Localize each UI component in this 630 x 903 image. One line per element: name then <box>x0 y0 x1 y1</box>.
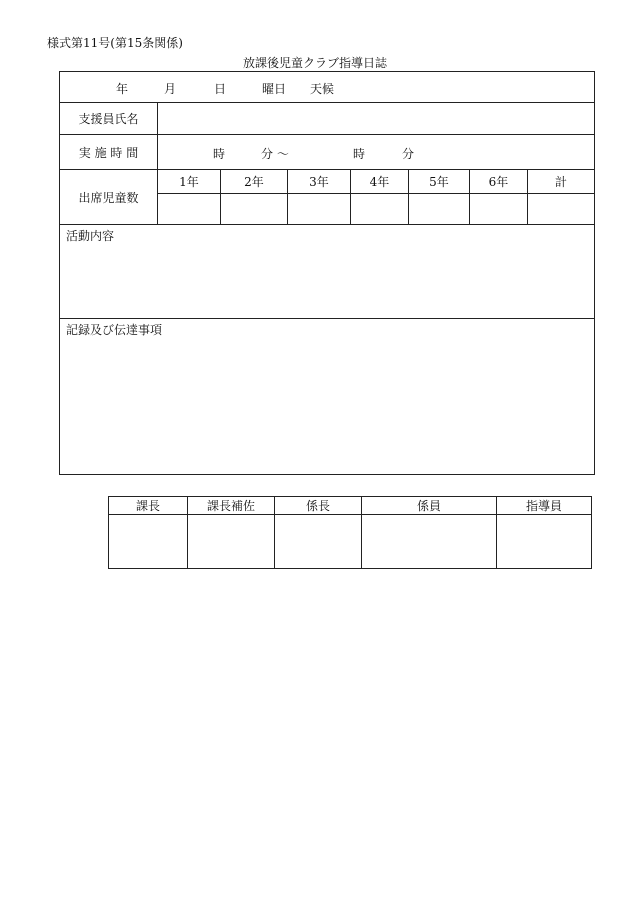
staff-name-label: 支援員氏名 <box>60 103 158 135</box>
grade-2-header: 2年 <box>221 170 288 194</box>
start-hour-label: 時 <box>213 147 226 161</box>
section-chief-header: 課長 <box>109 497 188 515</box>
journal-table <box>59 71 595 475</box>
grade-4-header: 4年 <box>351 170 409 194</box>
instructor-header: 指導員 <box>497 497 592 515</box>
day-label: 日 <box>214 82 227 96</box>
time-field[interactable] <box>158 135 595 170</box>
time-label: 実 施 時 間 <box>60 135 158 170</box>
approval-stamp-table <box>108 496 592 569</box>
grade-5-header: 5年 <box>409 170 470 194</box>
records-field[interactable] <box>60 319 595 475</box>
grade-4-count[interactable] <box>351 194 409 225</box>
approval-stamp-row <box>109 515 592 569</box>
total-header: 計 <box>528 170 595 194</box>
subsection-chief-stamp-box[interactable] <box>275 515 362 569</box>
staff-member-stamp-box[interactable] <box>362 515 497 569</box>
form-number: 様式第11号(第15条関係) <box>47 36 183 50</box>
staff-row <box>60 103 595 135</box>
grade-6-header: 6年 <box>470 170 528 194</box>
activity-field[interactable] <box>60 225 595 319</box>
attendance-header-row <box>60 170 595 194</box>
date-row <box>60 72 595 103</box>
activity-label: 活動内容 <box>66 229 115 243</box>
document-title: 放課後児童クラブ指導日誌 <box>242 56 387 70</box>
weekday-label: 曜日 <box>262 82 287 96</box>
month-label: 月 <box>164 82 177 96</box>
records-label: 記録及び伝達事項 <box>66 323 163 337</box>
end-hour-label: 時 <box>353 147 366 161</box>
time-row <box>60 135 595 170</box>
weather-label: 天候 <box>310 82 335 96</box>
instructor-stamp-box[interactable] <box>497 515 592 569</box>
grade-1-count[interactable] <box>158 194 221 225</box>
end-minute-label: 分 <box>402 147 415 161</box>
staff-name-field[interactable] <box>158 103 595 135</box>
deputy-chief-header: 課長補佐 <box>188 497 275 515</box>
grade-3-count[interactable] <box>288 194 351 225</box>
start-minute-label: 分 〜 <box>261 147 289 161</box>
total-count[interactable] <box>528 194 595 225</box>
grade-3-header: 3年 <box>288 170 351 194</box>
grade-6-count[interactable] <box>470 194 528 225</box>
grade-2-count[interactable] <box>221 194 288 225</box>
subsection-chief-header: 係長 <box>275 497 362 515</box>
activity-row <box>60 225 595 319</box>
date-cell[interactable] <box>60 72 595 103</box>
grade-1-header: 1年 <box>158 170 221 194</box>
records-row <box>60 319 595 475</box>
grade-5-count[interactable] <box>409 194 470 225</box>
section-chief-stamp-box[interactable] <box>109 515 188 569</box>
approval-header-row <box>109 497 592 515</box>
deputy-chief-stamp-box[interactable] <box>188 515 275 569</box>
attendance-label: 出席児童数 <box>60 170 158 225</box>
staff-member-header: 係員 <box>362 497 497 515</box>
year-label: 年 <box>116 82 129 96</box>
